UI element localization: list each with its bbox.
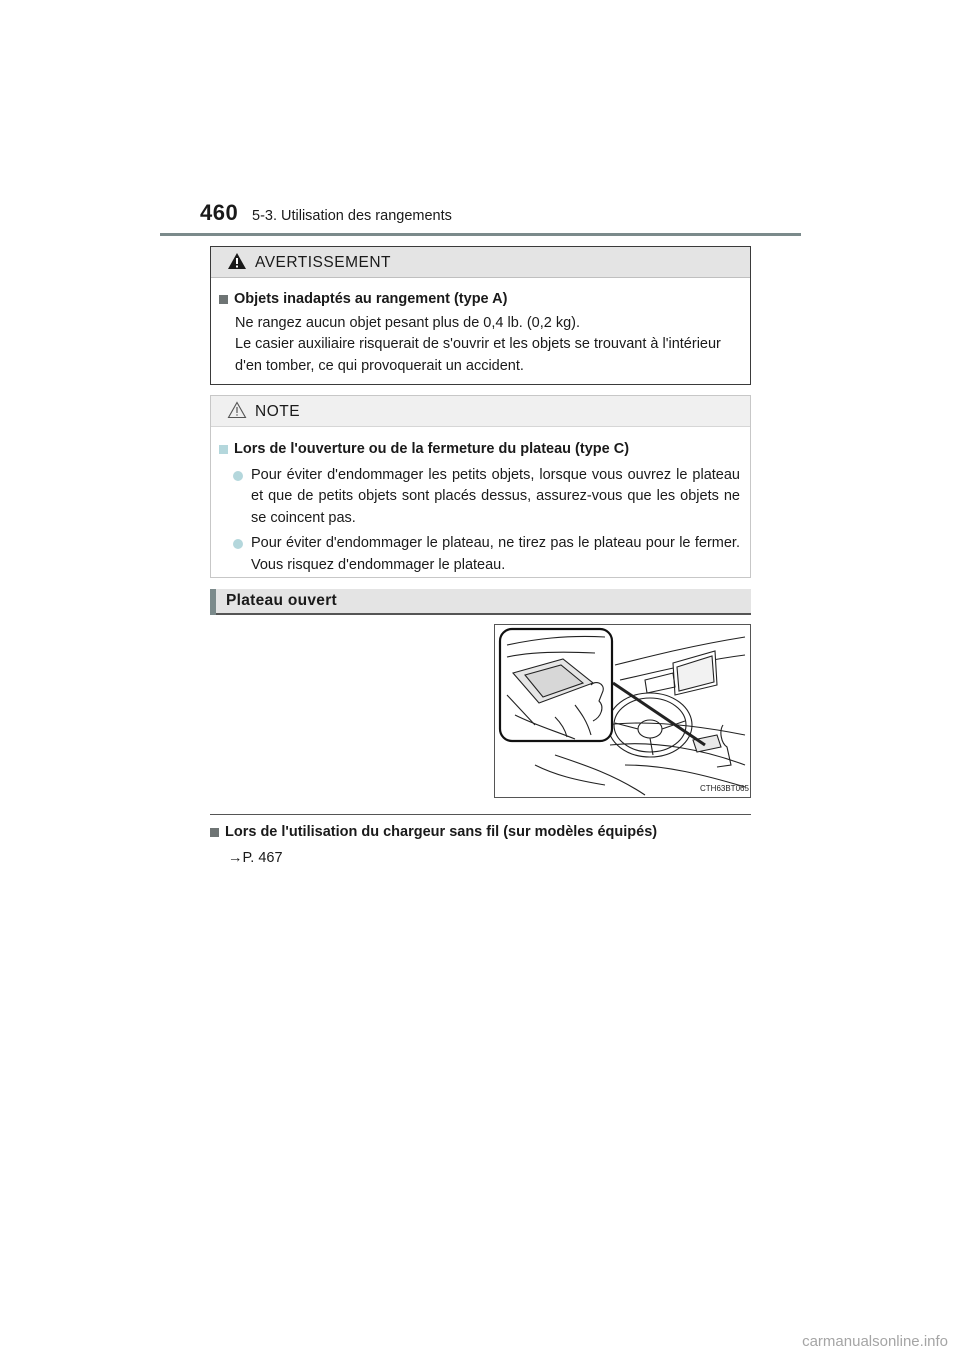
- square-bullet-icon: [219, 445, 228, 454]
- warning-item-title-text: Objets inadaptés au rangement (type A): [234, 291, 508, 307]
- round-bullet-icon: [233, 539, 243, 549]
- note-bullet-1-text: Pour éviter d'endommager les petits objets, lorsque vous ouvrez le plateau et que de petits objets sont placés dessus, assurez-vous que les objets ne se coincent pas.: [251, 466, 740, 526]
- caution-triangle-outline-icon: [227, 401, 247, 419]
- subsection-title: Plateau ouvert: [226, 592, 338, 609]
- note-box-header: [211, 396, 750, 427]
- note-box: [210, 395, 751, 578]
- square-bullet-icon: [210, 828, 219, 837]
- illustration-code: CTH63BT065: [700, 784, 749, 793]
- warning-title: AVERTISSEMENT: [255, 254, 391, 271]
- warning-triangle-icon: [227, 252, 247, 270]
- note-title: NOTE: [255, 403, 301, 420]
- wireless-charger-title: [210, 824, 657, 840]
- illustration-open-tray: [494, 624, 751, 798]
- note-item-title: [219, 439, 740, 461]
- warning-line-2: Le casier auxiliaire risquerait de s'ouvrir et les objets se trouvant à l'intérieur d'en tomber, ce qui provoquerait un accident.: [235, 336, 721, 374]
- square-bullet-icon: [219, 295, 228, 304]
- note-item-title-text: Lors de l'ouverture ou de la fermeture du plateau (type C): [234, 441, 630, 457]
- warning-body: [211, 278, 750, 377]
- page-reference-link[interactable]: P. 467: [242, 850, 283, 866]
- car-interior-illustration: [495, 625, 750, 797]
- section-title: 5-3. Utilisation des rangements: [252, 208, 452, 224]
- warning-item-title: [219, 289, 740, 311]
- separator-rule: [210, 814, 751, 815]
- page-number: 460: [200, 200, 239, 225]
- subsection-accent: [210, 589, 216, 615]
- note-body: [211, 427, 750, 576]
- header-rule: [160, 233, 801, 236]
- warning-box-header: [211, 247, 750, 278]
- round-bullet-icon: [233, 471, 243, 481]
- watermark: carmanualsonline.info: [802, 1333, 948, 1350]
- wireless-charger-title-text: Lors de l'utilisation du chargeur sans fil (sur modèles équipés): [225, 824, 658, 840]
- warning-line-1: Ne rangez aucun objet pesant plus de 0,4 lb. (0,2 kg).: [235, 314, 580, 331]
- note-bullet-2: [219, 533, 740, 576]
- note-bullet-1: [219, 465, 740, 530]
- warning-box: [210, 246, 751, 385]
- note-bullet-2-text: Pour éviter d'endommager le plateau, ne tirez pas le plateau pour le fermer. Vous risquez d'endommager le plateau.: [251, 535, 740, 573]
- subsection-heading: [210, 589, 751, 615]
- page-reference: [228, 850, 283, 866]
- arrow-icon: →: [228, 850, 243, 866]
